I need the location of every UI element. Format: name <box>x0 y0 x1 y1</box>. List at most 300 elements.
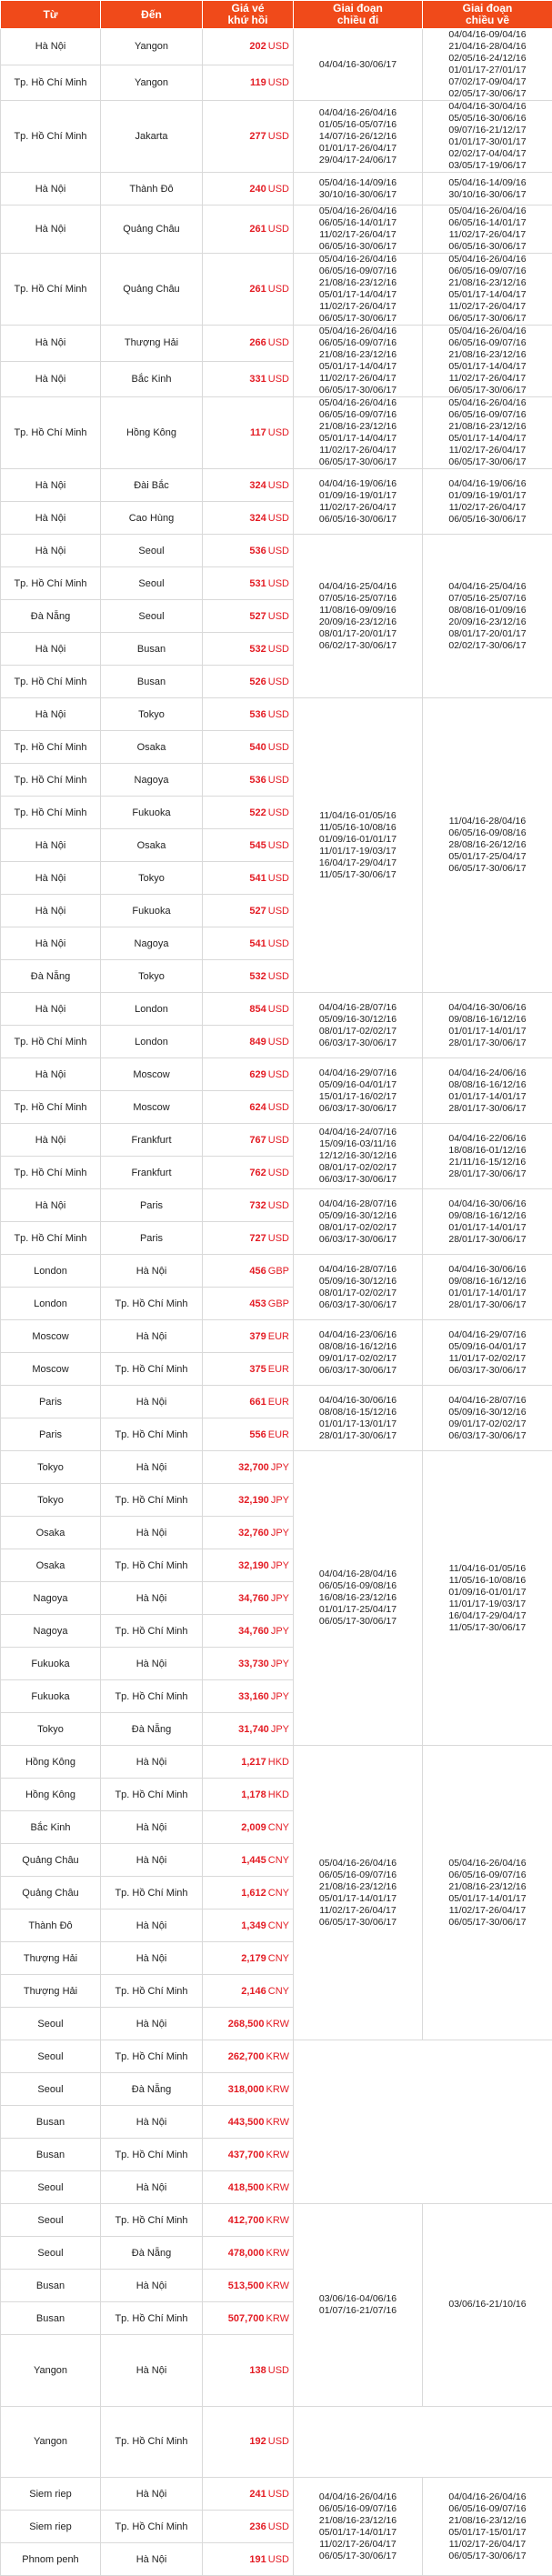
fare-cell <box>203 1157 294 1189</box>
destination-cell: Hà Nội <box>101 2008 203 2040</box>
destination-cell: Tp. Hồ Chí Minh <box>101 1353 203 1386</box>
fare-currency: USD <box>268 1135 289 1146</box>
fare-currency: USD <box>268 906 289 917</box>
fare-currency: USD <box>268 709 289 720</box>
origin-cell: Seoul <box>1 2171 101 2204</box>
destination-cell: Hà Nội <box>101 1517 203 1549</box>
origin-cell: Hà Nội <box>1 1058 101 1091</box>
origin-cell: Osaka <box>1 1517 101 1549</box>
outbound-period-cell: 03/06/16-04/06/16 01/07/16-21/07/16 <box>294 2204 423 2407</box>
destination-cell: Tp. Hồ Chí Minh <box>101 1615 203 1648</box>
fare-cell <box>203 960 294 993</box>
outbound-period-cell: 04/04/16-28/04/16 06/05/16-09/08/16 16/08/16-23/12/16 01/01/17-25/04/17 06/05/17-30/06/17 <box>294 1451 423 1746</box>
fare-currency: KRW <box>266 2150 289 2160</box>
fare-currency: USD <box>268 1004 289 1015</box>
destination-cell: Quảng Châu <box>101 254 203 326</box>
return-period-cell: 04/04/16-30/06/16 09/08/16-16/12/16 01/01/17-14/01/17 28/01/17-30/06/17 <box>423 1189 552 1255</box>
return-period-cell: 05/04/16-26/04/16 06/05/16-09/07/16 21/08/16-23/12/16 05/01/17-14/01/17 11/02/17-26/04/17 06/05/17-30/06/17 <box>423 1746 552 2040</box>
fare-row <box>1 2106 552 2139</box>
origin-cell: Seoul <box>1 2040 101 2073</box>
fare-amount: 536 <box>249 775 266 786</box>
destination-cell: Cao Hùng <box>101 502 203 535</box>
fare-amount: 1,445 <box>241 1855 266 1866</box>
destination-cell: Nagoya <box>101 927 203 960</box>
origin-cell: Yangon <box>1 2406 101 2478</box>
destination-cell: Hà Nội <box>101 2171 203 2204</box>
header-row <box>1 1 552 29</box>
fare-amount: 1,612 <box>241 1888 266 1899</box>
fare-currency: USD <box>268 2489 289 2500</box>
fare-cell <box>203 1418 294 1451</box>
return-period-cell: 04/04/16-24/06/16 08/08/16-16/12/16 01/01/17-14/01/17 28/01/17-30/06/17 <box>423 1058 552 1124</box>
destination-cell: Frankfurt <box>101 1124 203 1157</box>
fare-cell <box>203 397 294 469</box>
fare-cell <box>203 2335 294 2407</box>
return-period-cell: 04/04/16-30/06/16 09/08/16-16/12/16 01/01/17-14/01/17 28/01/17-30/06/17 <box>423 993 552 1058</box>
fare-amount: 33,730 <box>238 1659 269 1669</box>
destination-cell: Seoul <box>101 535 203 567</box>
origin-cell: Hà Nội <box>1 326 101 362</box>
destination-cell: Tp. Hồ Chí Minh <box>101 1418 203 1451</box>
fare-amount: 32,190 <box>238 1560 269 1571</box>
fare-cell <box>203 1517 294 1549</box>
fare-cell <box>203 1353 294 1386</box>
fare-cell <box>203 2106 294 2139</box>
fare-amount: 527 <box>249 611 266 622</box>
fare-currency: CNY <box>268 1855 289 1866</box>
destination-cell: Tp. Hồ Chí Minh <box>101 1484 203 1517</box>
fare-currency: JPY <box>271 1724 289 1735</box>
destination-cell: Busan <box>101 666 203 698</box>
destination-cell: Tp. Hồ Chí Minh <box>101 2204 203 2237</box>
destination-cell: Thành Đô <box>101 173 203 205</box>
origin-cell: Bắc Kinh <box>1 1811 101 1844</box>
fare-currency: USD <box>268 1233 289 1244</box>
destination-cell: Quảng Châu <box>101 205 203 254</box>
fare-currency: USD <box>268 2365 289 2376</box>
header-from: Từ <box>1 1 101 29</box>
fare-currency: JPY <box>271 1462 289 1473</box>
fare-amount: 532 <box>249 971 266 982</box>
origin-cell: Nagoya <box>1 1582 101 1615</box>
outbound-period-cell: 04/04/16-23/06/16 08/08/16-16/12/16 09/01/17-02/02/17 06/03/17-30/06/17 <box>294 1320 423 1386</box>
fare-cell <box>203 1680 294 1713</box>
origin-cell: Tp. Hồ Chí Minh <box>1 666 101 698</box>
origin-cell: Hà Nội <box>1 502 101 535</box>
fare-cell <box>203 1549 294 1582</box>
origin-cell: Tp. Hồ Chí Minh <box>1 567 101 600</box>
fare-cell <box>203 1320 294 1353</box>
fare-row <box>1 2073 552 2106</box>
destination-cell: Osaka <box>101 731 203 764</box>
fare-amount: 412,700 <box>228 2215 265 2226</box>
origin-cell: Tokyo <box>1 1484 101 1517</box>
fare-amount: 732 <box>249 1200 266 1211</box>
destination-cell: Hà Nội <box>101 2106 203 2139</box>
fare-amount: 31,740 <box>238 1724 269 1735</box>
fare-currency: USD <box>268 337 289 348</box>
fare-cell <box>203 361 294 397</box>
origin-cell: Tp. Hồ Chí Minh <box>1 65 101 101</box>
origin-cell: Busan <box>1 2270 101 2302</box>
destination-cell: Tp. Hồ Chí Minh <box>101 2302 203 2335</box>
return-period-cell: 05/04/16-14/09/16 30/10/16-30/06/17 <box>423 173 552 205</box>
destination-cell: Hà Nội <box>101 2543 203 2576</box>
origin-cell: Busan <box>1 2139 101 2171</box>
origin-cell: Hà Nội <box>1 633 101 666</box>
fare-amount: 556 <box>249 1429 266 1440</box>
fare-cell <box>203 2073 294 2106</box>
origin-cell: Tp. Hồ Chí Minh <box>1 397 101 469</box>
fare-currency: USD <box>268 611 289 622</box>
fare-row <box>1 1451 552 1484</box>
fare-amount: 379 <box>249 1331 266 1342</box>
fare-amount: 266 <box>249 337 266 348</box>
origin-cell: London <box>1 1288 101 1320</box>
fare-row <box>1 2139 552 2171</box>
header-outbound: Giai đoạn chiều đi <box>294 1 423 29</box>
return-period-cell: 04/04/16-28/07/16 05/09/16-30/12/16 09/01/17-02/02/17 06/03/17-30/06/17 <box>423 1386 552 1451</box>
fare-cell <box>203 326 294 362</box>
fare-currency: EUR <box>268 1397 289 1408</box>
return-period-cell: 04/04/16-09/04/16 21/04/16-28/04/16 02/05/16-24/12/16 01/01/17-27/01/17 07/02/17-09/04/17 02/05/17-30/06/17 <box>423 29 552 101</box>
fare-cell <box>203 1909 294 1942</box>
fare-cell <box>203 2204 294 2237</box>
origin-cell: Tp. Hồ Chí Minh <box>1 101 101 173</box>
origin-cell: Seoul <box>1 2237 101 2270</box>
fare-currency: USD <box>268 77 289 88</box>
fare-currency: USD <box>268 41 289 52</box>
origin-cell: Tokyo <box>1 1451 101 1484</box>
fare-cell <box>203 1811 294 1844</box>
fare-cell <box>203 1386 294 1418</box>
fare-cell <box>203 1288 294 1320</box>
origin-cell: Seoul <box>1 2204 101 2237</box>
outbound-period-cell: 04/04/16-25/04/16 07/05/16-25/07/16 11/08/16-09/09/16 20/09/16-23/12/16 08/01/17-20/01/17 06/02/17-30/06/17 <box>294 535 423 698</box>
destination-cell: Hà Nội <box>101 1844 203 1877</box>
destination-cell: Seoul <box>101 567 203 600</box>
fare-currency: USD <box>268 807 289 818</box>
fare-amount: 629 <box>249 1069 266 1080</box>
destination-cell: London <box>101 993 203 1026</box>
fare-currency: HKD <box>268 1757 289 1768</box>
origin-cell: Moscow <box>1 1353 101 1386</box>
fare-row <box>1 2171 552 2204</box>
origin-cell: Hà Nội <box>1 1124 101 1157</box>
fare-cell <box>203 1582 294 1615</box>
destination-cell: Tokyo <box>101 960 203 993</box>
outbound-period-cell: 04/04/16-30/06/17 <box>294 29 423 101</box>
origin-cell: Hà Nội <box>1 205 101 254</box>
fare-currency: EUR <box>268 1429 289 1440</box>
fare-amount: 1,178 <box>241 1789 266 1800</box>
origin-cell: Thành Đô <box>1 1909 101 1942</box>
fare-cell <box>203 895 294 927</box>
fare-amount: 526 <box>249 677 266 687</box>
fare-cell <box>203 1844 294 1877</box>
destination-cell: Hà Nội <box>101 1255 203 1288</box>
fare-amount: 456 <box>249 1266 266 1277</box>
fare-amount: 375 <box>249 1364 266 1375</box>
fare-cell <box>203 1648 294 1680</box>
fare-amount: 2,179 <box>241 1953 266 1964</box>
destination-cell: Nagoya <box>101 764 203 797</box>
outbound-period-cell: 05/04/16-26/04/16 06/05/16-14/01/17 11/02/17-26/04/17 06/05/16-30/06/17 <box>294 205 423 254</box>
fare-amount: 1,349 <box>241 1920 266 1931</box>
destination-cell: Hồng Kông <box>101 397 203 469</box>
destination-cell: Tp. Hồ Chí Minh <box>101 1288 203 1320</box>
origin-cell: Tp. Hồ Chí Minh <box>1 797 101 829</box>
destination-cell: Hà Nội <box>101 1942 203 1975</box>
fare-rows <box>1 29 552 2576</box>
fare-amount: 545 <box>249 840 266 851</box>
origin-cell: Siem riep <box>1 2511 101 2543</box>
destination-cell: Moscow <box>101 1091 203 1124</box>
return-period-cell: 11/04/16-01/05/16 11/05/16-10/08/16 01/09/16-01/01/17 11/01/17-19/03/17 16/04/17-29/04/17 11/05/17-30/06/17 <box>423 1451 552 1746</box>
destination-cell: Hà Nội <box>101 2335 203 2407</box>
origin-cell: Fukuoka <box>1 1648 101 1680</box>
destination-cell: Hà Nội <box>101 2478 203 2511</box>
fare-cell <box>203 29 294 65</box>
fare-cell <box>203 101 294 173</box>
origin-cell: Thượng Hải <box>1 1942 101 1975</box>
outbound-period-cell: 04/04/16-30/06/16 08/08/16-15/12/16 01/01/17-13/01/17 28/01/17-30/06/17 <box>294 1386 423 1451</box>
return-period-cell: 05/04/16-26/04/16 06/05/16-09/07/16 21/08/16-23/12/16 05/01/17-14/04/17 11/02/17-26/04/17 06/05/17-30/06/17 <box>423 254 552 326</box>
fare-currency: USD <box>268 546 289 556</box>
destination-cell: Hà Nội <box>101 1648 203 1680</box>
fare-amount: 192 <box>249 2436 266 2447</box>
fare-currency: CNY <box>268 1888 289 1899</box>
fare-amount: 331 <box>249 374 266 385</box>
fare-row <box>1 2478 552 2511</box>
return-period-cell: 04/04/16-22/06/16 18/08/16-01/12/16 21/11/16-15/12/16 28/01/17-30/06/17 <box>423 1124 552 1189</box>
fare-cell <box>203 502 294 535</box>
fare-currency: KRW <box>266 2182 289 2193</box>
fare-currency: USD <box>268 971 289 982</box>
destination-cell: Seoul <box>101 600 203 633</box>
return-period-cell: 05/04/16-26/04/16 06/05/16-09/07/16 21/08/16-23/12/16 05/01/17-14/04/17 11/02/17-26/04/17 06/05/17-30/06/17 <box>423 397 552 469</box>
fare-amount: 261 <box>249 284 266 295</box>
fare-currency: USD <box>268 1102 289 1113</box>
destination-cell: Hà Nội <box>101 1909 203 1942</box>
fare-currency: HKD <box>268 1789 289 1800</box>
fare-currency: USD <box>268 775 289 786</box>
fare-currency: USD <box>268 2521 289 2532</box>
origin-cell: Busan <box>1 2302 101 2335</box>
origin-cell: Hà Nội <box>1 927 101 960</box>
destination-cell: Đà Nẵng <box>101 1713 203 1746</box>
destination-cell: Đài Bắc <box>101 469 203 502</box>
fare-currency: KRW <box>266 2313 289 2324</box>
fare-currency: CNY <box>268 1986 289 1997</box>
origin-cell: Hồng Kông <box>1 1779 101 1811</box>
fare-cell <box>203 469 294 502</box>
origin-cell: Busan <box>1 2106 101 2139</box>
fare-cell <box>203 2040 294 2073</box>
fare-amount: 478,000 <box>228 2248 265 2259</box>
fare-cell <box>203 2543 294 2576</box>
fare-cell <box>203 2302 294 2335</box>
fare-row <box>1 397 552 469</box>
fare-amount: 119 <box>250 77 266 88</box>
fare-currency: USD <box>268 840 289 851</box>
destination-cell: Đà Nẵng <box>101 2073 203 2106</box>
fare-amount: 507,700 <box>228 2313 265 2324</box>
fare-amount: 767 <box>249 1135 266 1146</box>
outbound-period-cell: 04/04/16-19/06/16 01/09/16-19/01/17 11/02/17-26/04/17 06/05/16-30/06/17 <box>294 469 423 535</box>
destination-cell: Tp. Hồ Chí Minh <box>101 2406 203 2478</box>
origin-cell: Hà Nội <box>1 993 101 1026</box>
origin-cell: Moscow <box>1 1320 101 1353</box>
return-period-cell: 04/04/16-29/07/16 05/09/16-04/01/17 11/01/17-02/02/17 06/03/17-30/06/17 <box>423 1320 552 1386</box>
return-period-cell: 04/04/16-26/04/16 06/05/16-09/07/16 21/08/16-23/12/16 05/01/17-15/01/17 11/02/17-26/04/17 06/05/17-30/06/17 <box>423 2478 552 2576</box>
origin-cell: Siem riep <box>1 2478 101 2511</box>
fare-currency: KRW <box>266 2248 289 2259</box>
outbound-period-cell: 11/04/16-01/05/16 11/05/16-10/08/16 01/09/16-01/01/17 11/01/17-19/03/17 16/04/17-29/04/17 11/05/17-30/06/17 <box>294 698 423 993</box>
fare-amount: 437,700 <box>228 2150 265 2160</box>
header-fare: Giá vé khứ hồi <box>203 1 294 29</box>
fare-cell <box>203 173 294 205</box>
origin-cell: Hà Nội <box>1 829 101 862</box>
fare-currency: USD <box>268 2554 289 2565</box>
fare-currency: USD <box>268 374 289 385</box>
origin-cell: Đà Nẵng <box>1 960 101 993</box>
destination-cell: Osaka <box>101 829 203 862</box>
fare-amount: 34,760 <box>238 1626 269 1637</box>
fare-currency: USD <box>268 2436 289 2447</box>
origin-cell: Seoul <box>1 2008 101 2040</box>
fare-cell <box>203 2237 294 2270</box>
outbound-period-cell: 04/04/16-28/07/16 05/09/16-30/12/16 08/01/17-02/02/17 06/03/17-30/06/17 <box>294 1189 423 1255</box>
destination-cell: Moscow <box>101 1058 203 1091</box>
fare-amount: 854 <box>249 1004 266 1015</box>
fare-amount: 191 <box>249 2554 266 2565</box>
fare-cell <box>203 1124 294 1157</box>
fare-amount: 531 <box>249 578 266 589</box>
fare-row <box>1 1255 552 1288</box>
fare-cell <box>203 731 294 764</box>
fare-amount: 2,146 <box>241 1986 266 1997</box>
fare-cell <box>203 1746 294 1779</box>
fare-amount: 1,217 <box>241 1757 266 1768</box>
destination-cell: Bắc Kinh <box>101 361 203 397</box>
destination-cell: Tp. Hồ Chí Minh <box>101 1549 203 1582</box>
fare-cell <box>203 567 294 600</box>
outbound-period-cell: 05/04/16-26/04/16 06/05/16-09/07/16 21/08/16-23/12/16 05/01/17-14/04/17 11/02/17-26/04/17 06/05/17-30/06/17 <box>294 397 423 469</box>
destination-cell: Yangon <box>101 29 203 65</box>
origin-cell: Tp. Hồ Chí Minh <box>1 254 101 326</box>
destination-cell: Fukuoka <box>101 895 203 927</box>
fare-currency: KRW <box>266 2019 289 2030</box>
fare-currency: USD <box>268 873 289 884</box>
fare-currency: USD <box>268 131 289 142</box>
origin-cell: Hồng Kông <box>1 1746 101 1779</box>
fare-currency: EUR <box>268 1331 289 1342</box>
destination-cell: Paris <box>101 1189 203 1222</box>
origin-cell: Nagoya <box>1 1615 101 1648</box>
fare-cell <box>203 993 294 1026</box>
outbound-period-cell: 05/04/16-14/09/16 30/10/16-30/06/17 <box>294 173 423 205</box>
fare-currency: USD <box>268 644 289 655</box>
destination-cell: Hà Nội <box>101 1386 203 1418</box>
fare-row <box>1 1058 552 1091</box>
fare-cell <box>203 1091 294 1124</box>
fare-cell <box>203 1942 294 1975</box>
outbound-period-cell: 04/04/16-24/07/16 15/09/16-03/11/16 12/12/16-30/12/16 08/01/17-02/02/17 06/03/17-30/06/17 <box>294 1124 423 1189</box>
outbound-period-cell: 04/04/16-28/07/16 05/09/16-30/12/16 08/01/17-02/02/17 06/03/17-30/06/17 <box>294 1255 423 1320</box>
fare-row <box>1 29 552 65</box>
fare-cell <box>203 1779 294 1811</box>
destination-cell: Paris <box>101 1222 203 1255</box>
fare-cell <box>203 535 294 567</box>
fare-amount: 262,700 <box>228 2051 265 2062</box>
origin-cell: Quảng Châu <box>1 1877 101 1909</box>
fare-amount: 532 <box>249 644 266 655</box>
fare-currency: USD <box>268 742 289 753</box>
fare-amount: 443,500 <box>228 2117 265 2128</box>
origin-cell: Yangon <box>1 2335 101 2407</box>
fare-currency: USD <box>268 427 289 438</box>
origin-cell: Hà Nội <box>1 173 101 205</box>
fare-amount: 261 <box>249 224 266 235</box>
fare-cell <box>203 862 294 895</box>
fare-row <box>1 1386 552 1418</box>
origin-cell: London <box>1 1255 101 1288</box>
fare-cell <box>203 1484 294 1517</box>
fare-amount: 32,190 <box>238 1495 269 1506</box>
fare-cell <box>203 698 294 731</box>
fare-amount: 536 <box>249 546 266 556</box>
destination-cell: Fukuoka <box>101 797 203 829</box>
fare-amount: 541 <box>249 873 266 884</box>
fare-cell <box>203 205 294 254</box>
fare-cell <box>203 1222 294 1255</box>
origin-cell: Seoul <box>1 2073 101 2106</box>
origin-cell: Hà Nội <box>1 535 101 567</box>
fare-currency: CNY <box>268 1920 289 1931</box>
fare-row <box>1 469 552 502</box>
destination-cell: Tokyo <box>101 698 203 731</box>
outbound-period-cell: 04/04/16-28/07/16 05/09/16-30/12/16 08/01/17-02/02/17 06/03/17-30/06/17 <box>294 993 423 1058</box>
destination-cell: London <box>101 1026 203 1058</box>
destination-cell: Đà Nẵng <box>101 2237 203 2270</box>
fare-amount: 536 <box>249 709 266 720</box>
fare-currency: USD <box>268 1069 289 1080</box>
fare-cell <box>203 254 294 326</box>
outbound-period-cell: 04/04/16-29/07/16 05/09/16-04/01/17 15/01/17-16/02/17 06/03/17-30/06/17 <box>294 1058 423 1124</box>
fare-cell <box>203 1058 294 1091</box>
fare-row <box>1 1746 552 1779</box>
fare-currency: USD <box>268 1037 289 1047</box>
return-period-cell: 05/04/16-26/04/16 06/05/16-14/01/17 11/02/17-26/04/17 06/05/16-30/06/17 <box>423 205 552 254</box>
destination-cell: Hà Nội <box>101 1582 203 1615</box>
fare-row <box>1 698 552 731</box>
fare-cell <box>203 927 294 960</box>
fare-currency: USD <box>268 513 289 524</box>
origin-cell: Thượng Hải <box>1 1975 101 2008</box>
fare-amount: 236 <box>249 2521 266 2532</box>
origin-cell: Hà Nội <box>1 698 101 731</box>
fare-cell <box>203 2478 294 2511</box>
fare-row <box>1 1189 552 1222</box>
outbound-period-cell: 05/04/16-26/04/16 06/05/16-09/07/16 21/08/16-23/12/16 05/01/17-14/04/17 11/02/17-26/04/17 06/05/17-30/06/17 <box>294 326 423 397</box>
fare-amount: 849 <box>249 1037 266 1047</box>
fare-currency: KRW <box>266 2051 289 2062</box>
destination-cell: Hà Nội <box>101 1746 203 1779</box>
return-period-cell: 04/04/16-19/06/16 01/09/16-19/01/17 11/02/17-26/04/17 06/05/16-30/06/17 <box>423 469 552 535</box>
outbound-period-cell: 04/04/16-26/04/16 01/05/16-05/07/16 14/07/16-26/12/16 01/01/17-26/04/17 29/04/17-24/06/17 <box>294 101 423 173</box>
fare-amount: 727 <box>249 1233 266 1244</box>
